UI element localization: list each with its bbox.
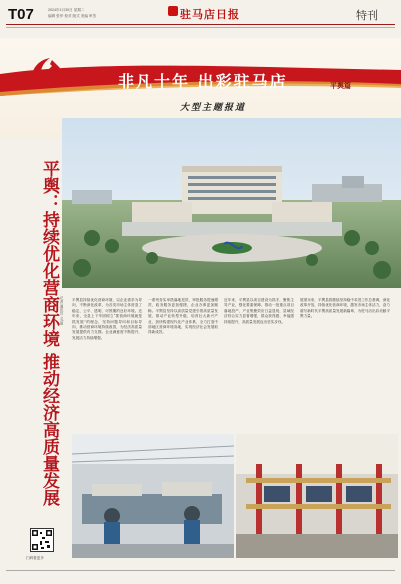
vertical-headline: 平舆：持续优化营商环境 推动经济高质量发展 — [39, 160, 59, 506]
article-column-1: 平舆县持续优化营商环境，以企业需求为导向，不断深化改革，为各类市场主体营造了稳定、公平、透明、可预期的良好环境。近年来，全县上下牢固树立“抓营商环境就是抓发展”的理念，坚持问题导向和目标导向，推动营商环境持续改善，为经济高质量发展提供有力支撑。企业满意度不断提升，发展活力持续增强。 — [72, 298, 142, 340]
page-header — [0, 0, 401, 32]
banner-title: 非凡十年 出彩驻马店 — [118, 72, 288, 91]
banner-sub-tag: 平舆篇 — [330, 81, 351, 90]
page-number: T07 — [8, 6, 34, 23]
staff-line: 编辑 张华 校对 版式 美编 审签 — [48, 14, 97, 18]
header-rule — [6, 24, 395, 25]
qr-pattern — [31, 529, 53, 551]
article-column-4: 展望未来，平舆县将继续坚持稳中求进工作总基调，深化改革开放，持续优化营商环境，激发市场主体活力，奋力谱写新时代平舆高质量发展新篇章，为驻马店出彩贡献平舆力量。 — [300, 298, 390, 319]
party-emblem-icon — [24, 52, 68, 96]
factory-photo-workers — [72, 434, 234, 558]
article-column-3: 近年来，平舆县以项目建设为抓手，聚焦主导产业，强化要素保障，推动一批重点项目落地投产，产业集聚效应日益显现，县域经济综合实力显著增强，群众获得感、幸福感持续提升，高质量发展迈出坚实步伐。 — [224, 298, 294, 324]
header-rule-thin — [6, 27, 395, 28]
masthead-emblem-icon — [168, 6, 178, 16]
byline: 记者 通讯员 文/图 — [60, 296, 64, 325]
qr-label: 扫码看更多 — [26, 556, 44, 560]
aerial-photo-government-building — [62, 118, 401, 288]
date-line: 2024年1月30日 星期二 — [48, 8, 85, 12]
footer-rule — [6, 570, 395, 571]
factory-photo-production-line — [236, 434, 398, 558]
qr-code-icon[interactable] — [30, 528, 54, 552]
article-column-2: 一系列务实举措落地见效，审批服务提速增效，政务服务更加便捷，企业办事更加顺畅。平舆县坚持以高质量党建引领高质量发展，推动产业转型升级，培育壮大新兴产业，加快构建现代化产业体系，全力打造中部地区营商环境高地，实现经济社会发展取得新成效。 — [148, 298, 218, 335]
masthead: 驻马店日报 — [180, 8, 240, 21]
section-label: 特刊 — [356, 10, 378, 22]
series-label: 大型主题报道 — [180, 103, 247, 113]
